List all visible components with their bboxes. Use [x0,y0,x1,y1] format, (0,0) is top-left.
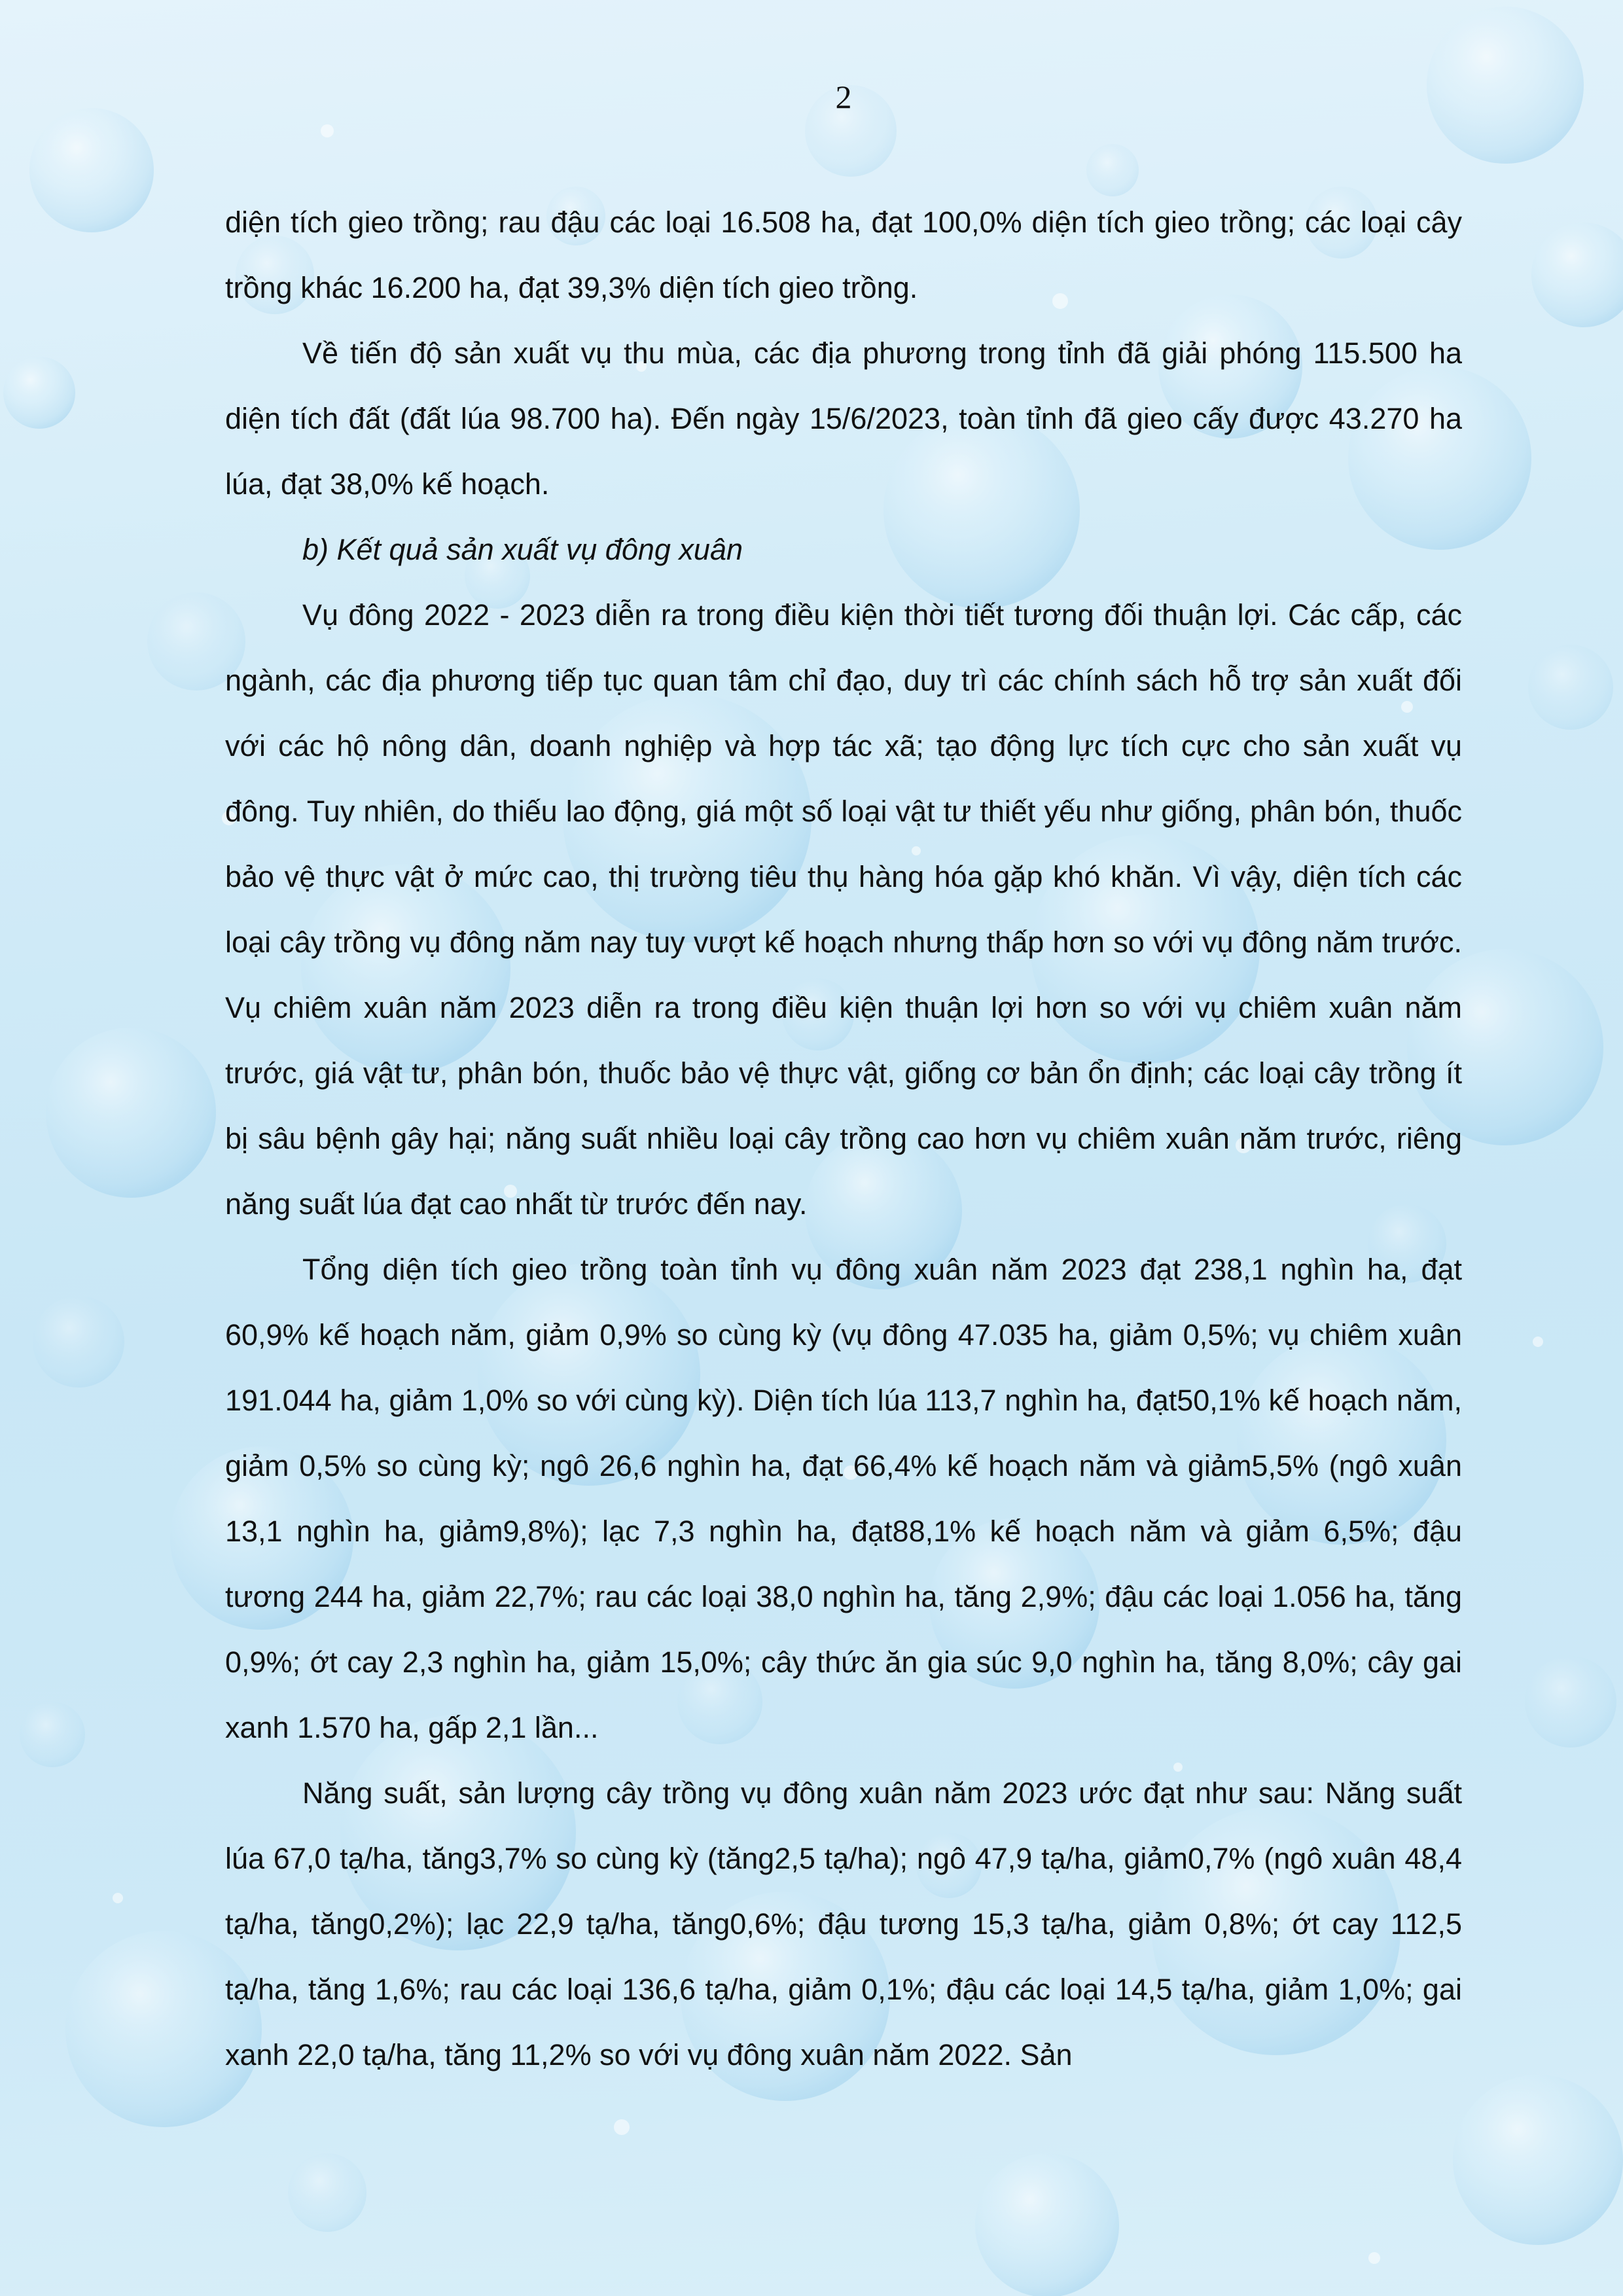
paragraph-winter-crop-conditions: Vụ đông 2022 - 2023 diễn ra trong điều kiện thời tiết tương đối thuận lợi. Các cấp, các ngành, các địa phương tiếp tục quan tâm chỉ đạo, duy trì các chính sách hỗ trợ sản xuất đối với các hộ nông dân, doanh nghiệp và hợp tác xã; tạo động lực tích cực cho sản xuất vụ đông. Tuy nhiên, do thiếu lao động, giá một số loại vật tư thiết yếu như giống, phân bón, thuốc bảo vệ thực vật ở mức cao, thị trường tiêu thụ hàng hóa gặp khó khăn. Vì vậy, diện tích các loại cây trồng vụ đông năm nay tuy vượt kế hoạch nhưng thấp hơn so với vụ đông năm trước. Vụ chiêm xuân năm 2023 diễn ra trong điều kiện thuận lợi hơn so với vụ chiêm xuân năm trước, giá vật tư, phân bón, thuốc bảo vệ thực vật, giống cơ bản ổn định; các loại cây trồng ít bị sâu bệnh gây hại; năng suất nhiều loại cây trồng cao hơn vụ chiêm xuân năm trước, riêng năng suất lúa đạt cao nhất từ trước đến nay. [225,598,1462,1221]
document-page [225,0,1462,2296]
paragraph-summer-crop-progress: Về tiến độ sản xuất vụ thu mùa, các địa phương trong tỉnh đã giải phóng 115.500 ha diện tích đất (đất lúa 98.700 ha). Đến ngày 15/6/2023, toàn tỉnh đã gieo cấy được 43.270 ha lúa, đạt 38,0% kế hoạch. [225,336,1462,501]
paragraph-cultivation-area-continued: diện tích gieo trồng; rau đậu các loại 16.508 ha, đạt 100,0% diện tích gieo trồng; các loại cây trồng khác 16.200 ha, đạt 39,3% diện tích gieo trồng. [225,206,1462,304]
page-number: 2 [835,79,852,115]
section-heading-winter-spring-results: b) Kết quả sản xuất vụ đông xuân [302,533,743,566]
paragraph-yield-and-output: Năng suất, sản lượng cây trồng vụ đông xuân năm 2023 ước đạt như sau: Năng suất lúa 67,0 tạ/ha, tăng3,7% so cùng kỳ (tăng2,5 tạ/ha); ngô 47,9 tạ/ha, giảm0,7% (ngô xuân 48,4 tạ/ha, tăng0,2%); lạc 22,9 tạ/ha, tăng0,6%; đậu tương 15,3 tạ/ha, giảm 0,8%; ớt cay 112,5 tạ/ha, tăng 1,6%; rau các loại 136,6 tạ/ha, giảm 0,1%; đậu các loại 14,5 tạ/ha, giảm 1,0%; gai xanh 22,0 tạ/ha, tăng 11,2% so với vụ đông xuân năm 2022. Sản [225,1776,1462,2072]
document-body [225,190,1462,2088]
paragraph-total-cultivation-area: Tổng diện tích gieo trồng toàn tỉnh vụ đông xuân năm 2023 đạt 238,1 nghìn ha, đạt 60,9% kế hoạch năm, giảm 0,9% so cùng kỳ (vụ đông 47.035 ha, giảm 0,5%; vụ chiêm xuân 191.044 ha, giảm 1,0% so với cùng kỳ). Diện tích lúa 113,7 nghìn ha, đạt50,1% kế hoạch năm, giảm 0,5% so cùng kỳ; ngô 26,6 nghìn ha, đạt 66,4% kế hoạch năm và giảm5,5% (ngô xuân 13,1 nghìn ha, giảm9,8%); lạc 7,3 nghìn ha, đạt88,1% kế hoạch năm và giảm 6,5%; đậu tương 244 ha, giảm 22,7%; rau các loại 38,0 nghìn ha, tăng 2,9%; đậu các loại 1.056 ha, tăng 0,9%; ớt cay 2,3 nghìn ha, giảm 15,0%; cây thức ăn gia súc 9,0 nghìn ha, tăng 8,0%; cây gai xanh 1.570 ha, gấp 2,1 lần... [225,1253,1462,1744]
